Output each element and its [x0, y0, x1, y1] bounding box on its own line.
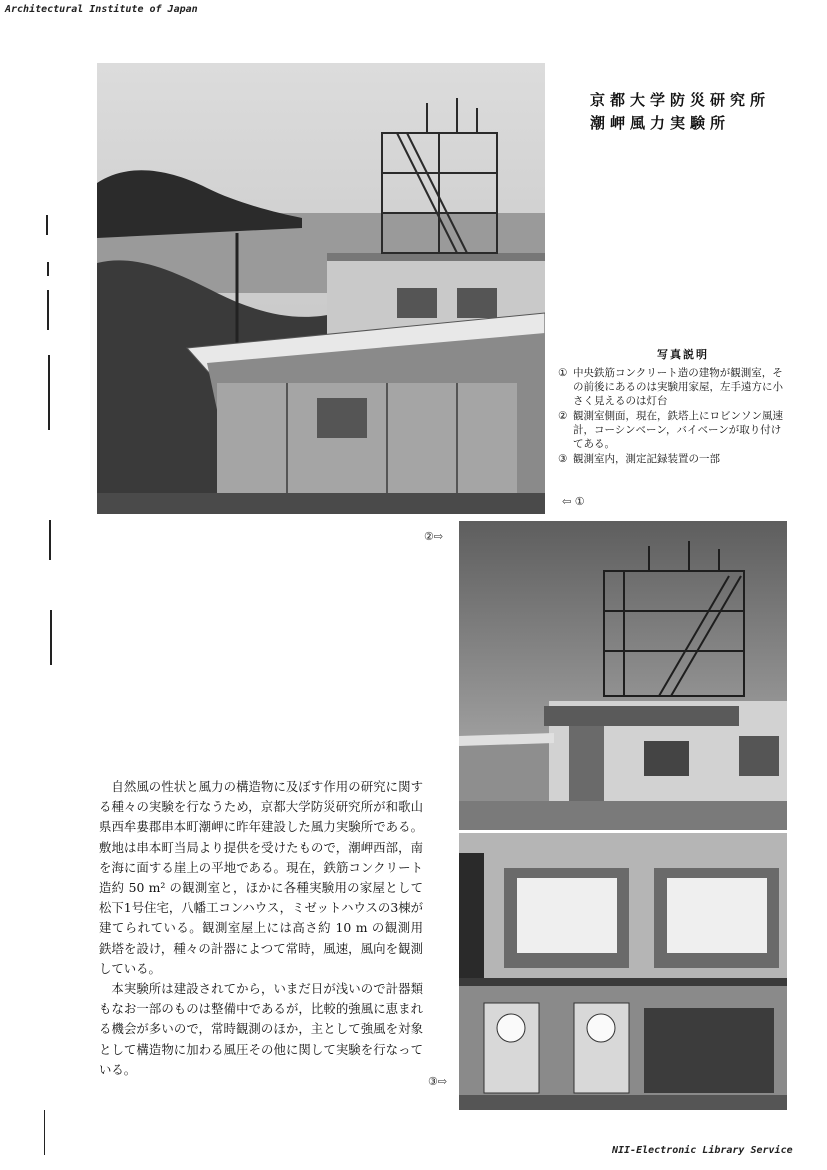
scan-artifact: [44, 1110, 45, 1155]
body-paragraph-2: 本実験所は建設されてから，いまだ日が浅いので計器類もなお一部のものは整備中であるが，比較的強風に恵まれる機会が多いので，常時観測のほか，主として強風を対象として構造物に加わる風圧その他に関して実験を行なっている。: [99, 981, 423, 1077]
photo-station-overview-image: [97, 63, 545, 514]
scan-artifact: [47, 262, 49, 276]
title-line-1: 京都大学防災研究所: [590, 91, 771, 109]
caption-number: ②: [558, 410, 568, 422]
caption-number: ③: [558, 453, 568, 465]
caption-item-2: [558, 409, 790, 451]
scan-artifact: [49, 520, 51, 560]
caption-number: ①: [558, 367, 568, 379]
caption-text: 観測室内，測定記録装置の一部: [573, 453, 720, 465]
photo-marker-2: ②⇨: [424, 530, 444, 543]
scan-artifact: [47, 290, 49, 330]
scan-artifact: [46, 215, 48, 235]
scan-artifact: [48, 355, 50, 430]
caption-item-1: [558, 366, 790, 408]
scan-artifact: [50, 610, 52, 665]
photo-marker-1: ⇦ ①: [562, 495, 585, 508]
caption-text: 中央鉄筋コンクリート造の建物が観測室，その前後にあるのは実験用家屋，左手遠方に小さく見えるのは灯台: [573, 367, 783, 407]
photo-observation-side: [459, 521, 787, 830]
caption-item-3: [558, 452, 790, 466]
title-line-2: 潮岬風力実験所: [590, 114, 731, 132]
photo-recording-equipment: [459, 833, 787, 1110]
article-body: [99, 777, 423, 1080]
photo-observation-side-image: [459, 521, 787, 830]
body-paragraph-1: 自然風の性状と風力の構造物に及ぼす作用の研究に関する種々の実験を行なうため，京都大学防災研究所が和歌山県西牟婁郡串本町潮岬に昨年建設した風力実験所である。敷地は串本町当局より提供を受けたもので，潮岬西部，南を海に面する崖上の平地である。現在，鉄筋コンクリート造約 50 m² の観測室と，ほかに各種実験用の家屋として松下1号住宅，八幡工コンハウス，ミゼットハウスの3棟が建てられている。観測室屋上には高さ約 10 m の観測用鉄塔を設け，種々の計器によつて常時，風速，風向を観測している。: [99, 779, 423, 976]
captions-list: [558, 366, 790, 467]
captions-heading: 写真説明: [657, 348, 709, 361]
photo-recording-equipment-image: [459, 833, 787, 1110]
photo-marker-3: ③⇨: [428, 1075, 448, 1088]
photo-station-overview: [97, 63, 545, 514]
caption-text: 観測室側面，現在，鉄塔上にロビンソン風速計，コーシンベーン，バイベーンが取り付けてある。: [573, 410, 783, 450]
library-footer: NII-Electronic Library Service: [612, 1145, 793, 1156]
publisher-header: Architectural Institute of Japan: [5, 4, 198, 15]
